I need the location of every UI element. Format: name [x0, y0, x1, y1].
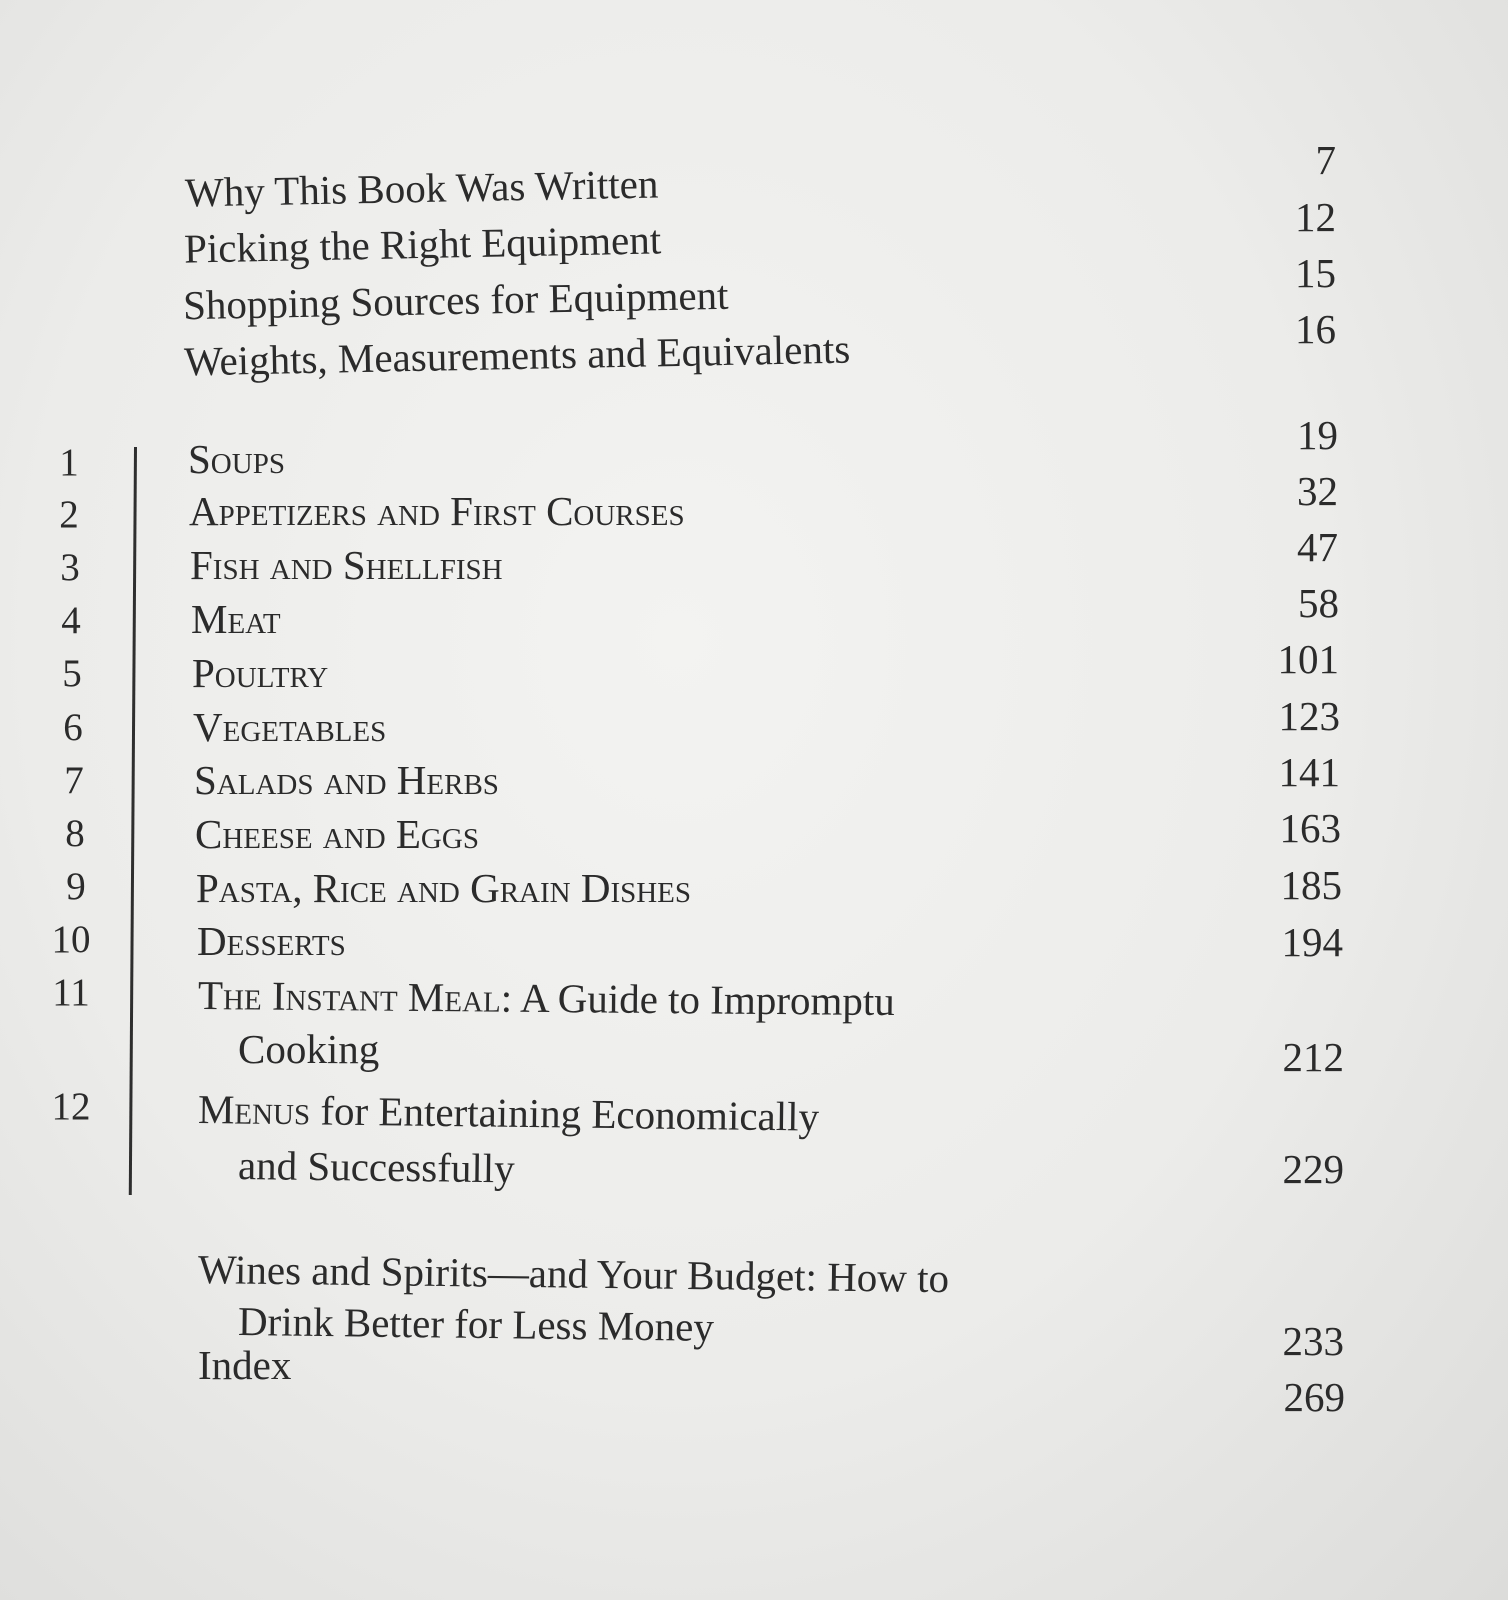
chapter-number: 6: [63, 706, 83, 749]
chapter-number: 12: [51, 1085, 91, 1128]
chapter-title: Fish and Shellfish: [190, 542, 503, 588]
chapter-number: 5: [62, 652, 82, 695]
chapter-title: Appetizers and First Courses: [189, 488, 685, 534]
toc-page-number: 185: [1280, 862, 1342, 908]
toc-entry-title: Picking the Right Equipment: [183, 216, 662, 272]
chapter-title: Meat: [191, 596, 281, 642]
toc-page-number: 212: [1282, 1034, 1344, 1080]
chapter-title: Poultry: [192, 650, 329, 696]
toc-page-number: 47: [1297, 524, 1338, 570]
toc-page-number: 15: [1295, 250, 1336, 296]
toc-page-number: 233: [1282, 1318, 1344, 1364]
chapter-number: 1: [59, 441, 79, 484]
chapter-title-rest: for Entertaining Economically: [320, 1087, 820, 1140]
chapter-title-continuation: and Successfully: [237, 1142, 515, 1192]
chapter-title-smallcaps: The Instant Meal:: [197, 972, 513, 1021]
chapter-title: Soups: [188, 436, 285, 482]
chapter-title-smallcaps: Menus: [197, 1086, 311, 1134]
toc-page-number: 194: [1281, 919, 1343, 965]
chapter-title-rest: A Guide to Impromptu: [519, 974, 895, 1025]
chapter-divider-rule: [129, 447, 137, 1195]
toc-page-number: 101: [1277, 636, 1339, 682]
toc-page-number: 269: [1283, 1374, 1345, 1420]
toc-page-number: 19: [1297, 412, 1338, 458]
toc-page-number: 123: [1278, 693, 1340, 739]
toc-entry-title: Weights, Measurements and Equivalents: [183, 325, 851, 385]
chapter-title: Vegetables: [193, 704, 387, 750]
chapter-title: Salads and Herbs: [194, 757, 499, 803]
chapter-title: Cheese and Eggs: [195, 811, 479, 857]
toc-page-number: 229: [1282, 1146, 1344, 1192]
toc-page-number: 7: [1315, 137, 1336, 183]
toc-page-number: 58: [1298, 580, 1339, 626]
toc-page-number: 16: [1295, 306, 1336, 352]
chapter-title: [198, 970, 895, 1026]
chapter-title: Desserts: [197, 918, 346, 964]
toc-entry-title: Wines and Spirits—and Your Budget: How to: [197, 1246, 950, 1302]
toc-page-number: 12: [1295, 194, 1336, 240]
chapter-number: 10: [51, 918, 91, 961]
chapter-number: 3: [60, 546, 80, 589]
toc-page-number: 141: [1278, 749, 1340, 795]
chapter-title-continuation: Cooking: [238, 1026, 380, 1072]
toc-entry-title: Index: [198, 1342, 292, 1388]
chapter-number: 8: [65, 812, 85, 855]
toc-page-number: 163: [1279, 805, 1341, 851]
chapter-title: Pasta, Rice and Grain Dishes: [196, 865, 692, 911]
toc-entry-title-continuation: Drink Better for Less Money: [237, 1298, 715, 1350]
chapter-number: 7: [64, 759, 84, 802]
chapter-number: 9: [66, 865, 86, 908]
chapter-number: 2: [59, 493, 79, 536]
toc-entry-title: Why This Book Was Written: [184, 160, 659, 216]
toc-entry-title: Shopping Sources for Equipment: [182, 271, 729, 329]
chapter-number: 4: [61, 599, 81, 642]
chapter-title: [198, 1084, 820, 1142]
chapter-number: 11: [52, 971, 90, 1014]
toc-page-number: 32: [1297, 468, 1338, 514]
